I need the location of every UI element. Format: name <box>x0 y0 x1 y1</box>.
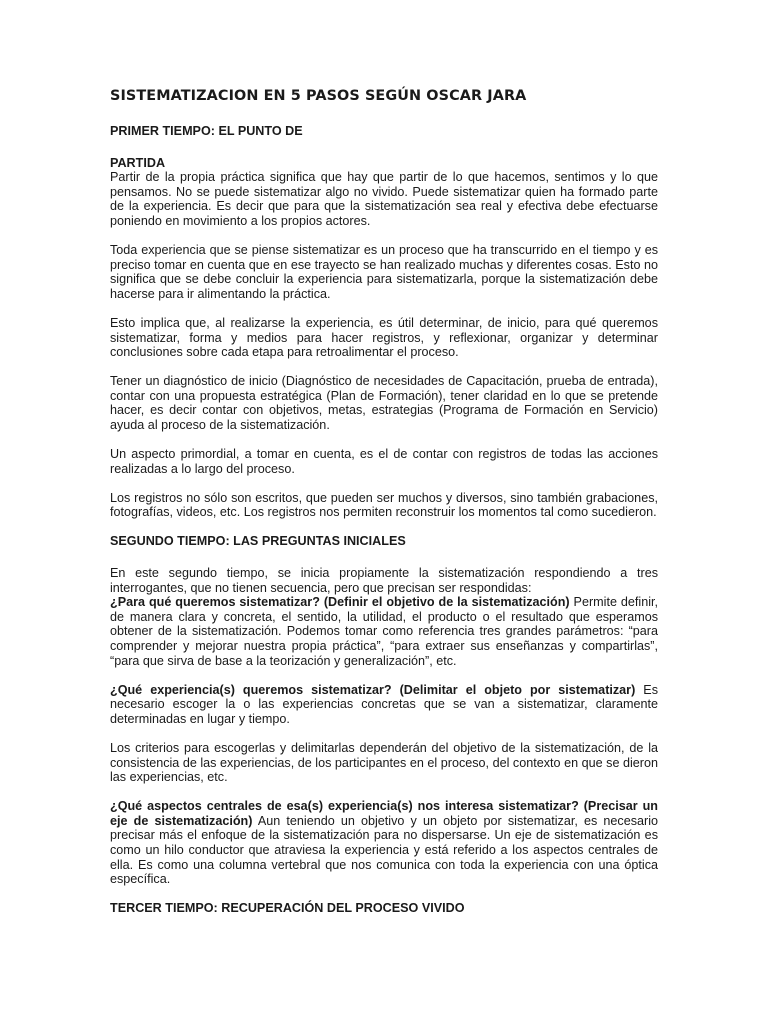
paragraph: Toda experiencia que se piense sistematizar es un proceso que ha transcurrido en el tiempo y es preciso tomar en cuenta que en ese trayecto se han realizado muchas y diferentes cosas. Esto no significa que se debe concluir la experiencia para sistematizarla, porque la sistematización debe hacerse para ir alimentando la práctica. <box>110 243 658 301</box>
intro-paragraph: En este segundo tiempo, se inicia propiamente la sistematización respondiendo a tres interrogantes, que no tienen secuencia, pero que precisan ser respondidas: <box>110 566 658 595</box>
paragraph: Partir de la propia práctica significa que hay que partir de lo que hacemos, sentimos y lo que pensamos. No se puede sistematizar algo no vivido. Puede sistematizar quien ha formado parte de la experiencia. Es decir que para que la sistematización sea real y efectiva debe efectuarse poniendo en movimiento a los propios actores. <box>110 170 658 228</box>
question-1-text: Permite definir, de manera clara y concreta, el sentido, la utilidad, el producto o el resultado que esperamos obtener de la sistematización. Podemos tomar como referencia tres grandes parámetros: “para comprender y mejorar nuestra propia práctica”, “para extraer sus enseñanzas y compartirlas”, “para que sirva de base a la teorización y generalización”, etc. <box>110 595 658 668</box>
question-1-paragraph <box>110 595 658 668</box>
question-3-bold: ¿Qué aspectos centrales de esa(s) experiencia(s) nos interesa sistematizar? (Precisar un eje de sistematización) <box>110 799 658 828</box>
paragraph: Los registros no sólo son escritos, que pueden ser muchos y diversos, sino también grabaciones, fotografías, videos, etc. Los registros nos permiten reconstruir los momentos tal como sucedieron. <box>110 490 658 520</box>
question-2-paragraph <box>110 683 658 727</box>
document-title: SISTEMATIZACION EN 5 PASOS SEGÚN OSCAR JARA <box>110 88 527 104</box>
paragraph: Esto implica que, al realizarse la experiencia, es útil determinar, de inicio, para qué queremos sistematizar, forma y medios para hacer registros, y reflexionar, organizar y determinar conclusiones sobre cada etapa para retroalimentar el proceso. <box>110 315 658 360</box>
document-page <box>110 86 658 916</box>
paragraph: Tener un diagnóstico de inicio (Diagnóstico de necesidades de Capacitación, prueba de entrada), contar con una propuesta estratégica (Plan de Formación), tener claridad en lo que se pretende hacer, es decir contar con objetivos, metas, estrategias (Programa de Formación en Servicio) ayuda al proceso de la sistematización. <box>110 374 658 432</box>
first-time-heading-line1: PRIMER TIEMPO: EL PUNTO DE <box>110 124 303 138</box>
question-2-bold: ¿Qué experiencia(s) queremos sistematizar? (Delimitar el objeto por sistematizar) <box>110 682 636 697</box>
second-time-heading: SEGUNDO TIEMPO: LAS PREGUNTAS INICIALES <box>110 534 406 549</box>
third-time-heading: TERCER TIEMPO: RECUPERACIÓN DEL PROCESO VIVIDO <box>110 901 465 916</box>
question-2-text: Es necesario escoger la o las experiencias concretas que se van a sistematizar, claramente determinadas en lugar y tiempo. <box>110 682 658 726</box>
criteria-paragraph: Los criterios para escogerlas y delimitarlas dependerán del objetivo de la sistematización, de la consistencia de las experiencias, de los participantes en el proceso, del contexto en que se dieron las experiencias, etc. <box>110 741 658 785</box>
question-1-bold: ¿Para qué queremos sistematizar? (Definir el objetivo de la sistematización) <box>110 595 570 610</box>
question-3-text: Aun teniendo un objetivo y un objeto por sistematizar, es necesario precisar más el enfoque de la sistematización para no dispersarse. Un eje de sistematización es como un hilo conductor que atraviesa la experiencia y está referido a los aspectos centrales de ella. Es como una columna vertebral que nos comunica con toda la experiencia con una óptica específica. <box>110 813 659 887</box>
paragraph: Un aspecto primordial, a tomar en cuenta, es el de contar con registros de todas las acciones realizadas a lo largo del proceso. <box>110 447 658 476</box>
question-3-paragraph <box>110 799 658 887</box>
first-time-heading-line2: PARTIDA <box>110 155 166 170</box>
